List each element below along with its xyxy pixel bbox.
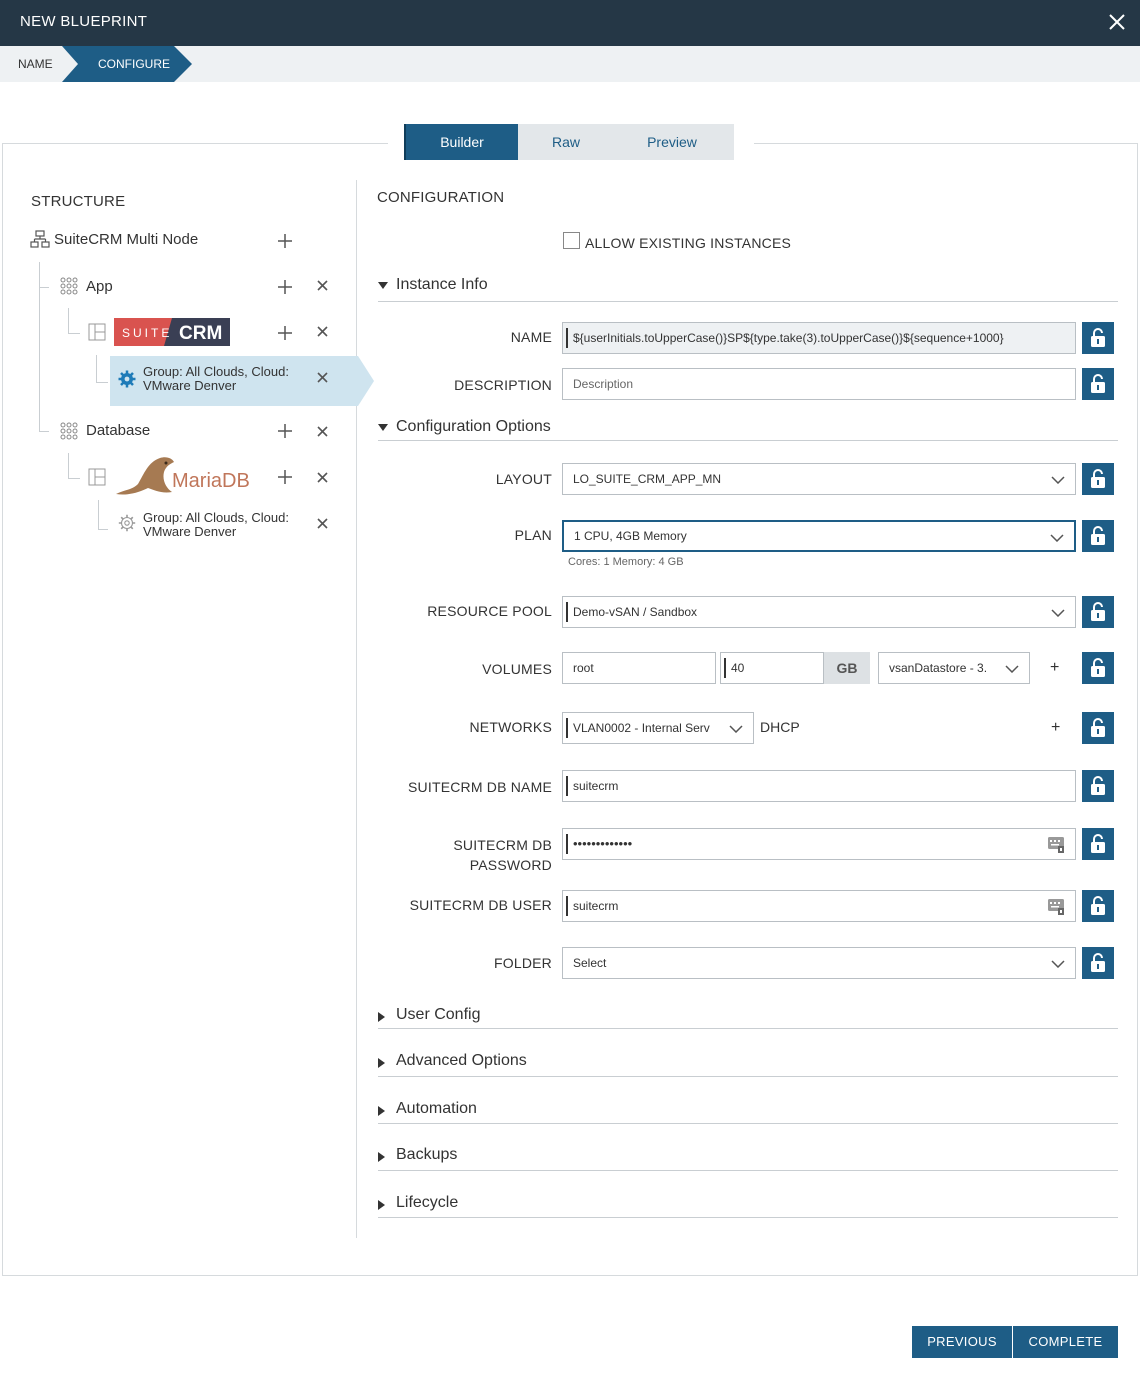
tier-icon <box>60 422 78 440</box>
lock-button[interactable] <box>1082 770 1114 802</box>
app-config-label: Group: All Clouds, Cloud: VMware Denver <box>143 364 289 393</box>
allow-existing-checkbox[interactable] <box>563 232 580 249</box>
tree-root-label[interactable]: SuiteCRM Multi Node <box>54 231 199 248</box>
resource-pool-label: RESOURCE POOL <box>427 603 552 619</box>
lock-button[interactable] <box>1082 596 1114 628</box>
add-icon[interactable] <box>278 326 292 340</box>
svg-text:MariaDB: MariaDB <box>172 470 250 492</box>
caret-right-icon <box>378 1152 386 1162</box>
add-icon[interactable] <box>278 424 292 438</box>
section-user-config[interactable]: User Config <box>378 1006 1118 1029</box>
svg-text:SUITE: SUITE <box>122 326 173 340</box>
lock-button[interactable] <box>1082 652 1114 684</box>
step-configure-label: CONFIGURE <box>98 57 170 71</box>
svg-text:CRM: CRM <box>179 323 223 344</box>
password-manager-icon[interactable] <box>1047 834 1065 854</box>
tab-raw[interactable]: Raw <box>551 134 580 150</box>
caret-right-icon <box>378 1200 386 1210</box>
caret-down-icon <box>378 282 388 290</box>
previous-button[interactable]: PREVIOUS <box>912 1326 1012 1358</box>
unlock-icon <box>1090 718 1106 738</box>
close-icon[interactable] <box>1106 11 1128 33</box>
chevron-down-icon <box>1051 476 1065 484</box>
tree-app-label[interactable]: App <box>86 278 113 295</box>
hierarchy-icon <box>30 230 50 248</box>
lock-button[interactable] <box>1082 712 1114 744</box>
db-name-input[interactable]: suitecrm <box>562 770 1076 802</box>
lock-button[interactable] <box>1082 322 1114 354</box>
remove-icon[interactable] <box>317 472 328 483</box>
step-configure[interactable] <box>62 46 192 82</box>
add-icon[interactable] <box>278 234 292 248</box>
section-advanced-options[interactable]: Advanced Options <box>378 1052 1118 1077</box>
db-password-input[interactable]: ••••••••••••• <box>562 828 1076 860</box>
description-label: DESCRIPTION <box>454 377 552 393</box>
add-icon[interactable] <box>278 470 292 484</box>
unlock-icon <box>1090 469 1106 489</box>
caret-right-icon <box>378 1012 386 1022</box>
gear-icon <box>118 514 136 532</box>
name-input[interactable]: ${userInitials.toUpperCase()}SP${type.take(3).toUpperCase()}${sequence+1000} <box>562 322 1076 354</box>
suitecrm-logo[interactable] <box>114 318 230 346</box>
chevron-down-icon <box>1051 609 1065 617</box>
volume-unit: GB <box>824 652 870 684</box>
section-automation[interactable]: Automation <box>378 1100 1118 1124</box>
add-icon[interactable] <box>278 280 292 294</box>
remove-icon[interactable] <box>317 326 328 337</box>
gear-icon <box>118 370 136 388</box>
remove-icon[interactable] <box>317 518 328 529</box>
lock-button[interactable] <box>1082 463 1114 495</box>
description-input[interactable]: Description <box>562 368 1076 400</box>
plan-label: PLAN <box>514 527 552 543</box>
layout-label: LAYOUT <box>495 471 552 487</box>
section-backups[interactable]: Backups <box>378 1146 1118 1171</box>
complete-button[interactable]: COMPLETE <box>1013 1326 1118 1358</box>
tab-builder[interactable]: Builder <box>404 124 518 160</box>
step-name[interactable]: NAME <box>18 57 53 71</box>
wizard-steps <box>0 46 1140 82</box>
network-select[interactable]: VLAN0002 - Internal Serv <box>562 712 754 744</box>
caret-right-icon <box>378 1106 386 1116</box>
view-tabs <box>388 123 754 161</box>
lock-button[interactable] <box>1082 947 1114 979</box>
unlock-icon <box>1090 658 1106 678</box>
remove-icon[interactable] <box>317 372 328 383</box>
datastore-select[interactable]: vsanDatastore - 3. <box>878 652 1030 684</box>
db-password-label: SUITECRM DB PASSWORD <box>453 837 552 873</box>
unlock-icon <box>1090 953 1106 973</box>
db-user-label: SUITECRM DB USER <box>409 897 552 913</box>
unlock-icon <box>1090 526 1106 546</box>
plan-hint: Cores: 1 Memory: 4 GB <box>568 556 684 568</box>
add-network-button[interactable]: + <box>1051 719 1061 736</box>
lock-button[interactable] <box>1082 368 1114 400</box>
plan-select[interactable]: 1 CPU, 4GB Memory <box>562 520 1076 552</box>
resource-pool-select[interactable]: Demo-vSAN / Sandbox <box>562 596 1076 628</box>
lock-button[interactable] <box>1082 890 1114 922</box>
tree-database-label[interactable]: Database <box>86 422 151 439</box>
instance-icon <box>88 323 106 341</box>
window-title: NEW BLUEPRINT <box>20 13 148 30</box>
volume-name-input[interactable]: root <box>562 652 716 684</box>
panel-divider <box>356 180 357 1238</box>
remove-icon[interactable] <box>317 280 328 291</box>
folder-label: FOLDER <box>494 955 552 971</box>
layout-select[interactable]: LO_SUITE_CRM_APP_MN <box>562 463 1076 495</box>
unlock-icon <box>1090 602 1106 622</box>
folder-select[interactable]: Select <box>562 947 1076 979</box>
chevron-down-icon <box>729 725 743 733</box>
unlock-icon <box>1090 834 1106 854</box>
volumes-label: VOLUMES <box>482 661 552 677</box>
password-manager-icon[interactable] <box>1047 896 1065 916</box>
chevron-down-icon <box>1051 960 1065 968</box>
tab-preview[interactable]: Preview <box>647 134 697 150</box>
networks-label: NETWORKS <box>469 719 552 735</box>
db-config-label: Group: All Clouds, Cloud: VMware Denver <box>143 510 289 539</box>
unlock-icon <box>1090 776 1106 796</box>
name-label: NAME <box>510 329 552 345</box>
unlock-icon <box>1090 328 1106 348</box>
unlock-icon <box>1090 896 1106 916</box>
configuration-title: CONFIGURATION <box>377 189 505 206</box>
lock-button[interactable] <box>1082 520 1114 552</box>
section-configuration-options[interactable]: Configuration Options <box>378 418 1118 441</box>
add-volume-button[interactable]: + <box>1050 659 1060 676</box>
db-name-label: SUITECRM DB NAME <box>408 779 552 795</box>
structure-title: STRUCTURE <box>31 193 126 210</box>
lock-button[interactable] <box>1082 828 1114 860</box>
network-mode: DHCP <box>760 719 800 735</box>
chevron-down-icon <box>1050 534 1064 542</box>
tier-icon <box>60 277 78 295</box>
instance-icon <box>88 468 106 486</box>
volume-size-input[interactable]: 40 <box>720 652 824 684</box>
mariadb-logo[interactable] <box>114 454 256 498</box>
db-user-input[interactable]: suitecrm <box>562 890 1076 922</box>
section-instance-info[interactable]: Instance Info <box>378 276 1118 302</box>
title-bar <box>0 0 1140 46</box>
caret-down-icon <box>378 424 388 432</box>
section-lifecycle[interactable]: Lifecycle <box>378 1194 1118 1218</box>
remove-icon[interactable] <box>317 426 328 437</box>
chevron-down-icon <box>1005 665 1019 673</box>
unlock-icon <box>1090 374 1106 394</box>
allow-existing-label: ALLOW EXISTING INSTANCES <box>585 235 792 251</box>
caret-right-icon <box>378 1058 386 1068</box>
